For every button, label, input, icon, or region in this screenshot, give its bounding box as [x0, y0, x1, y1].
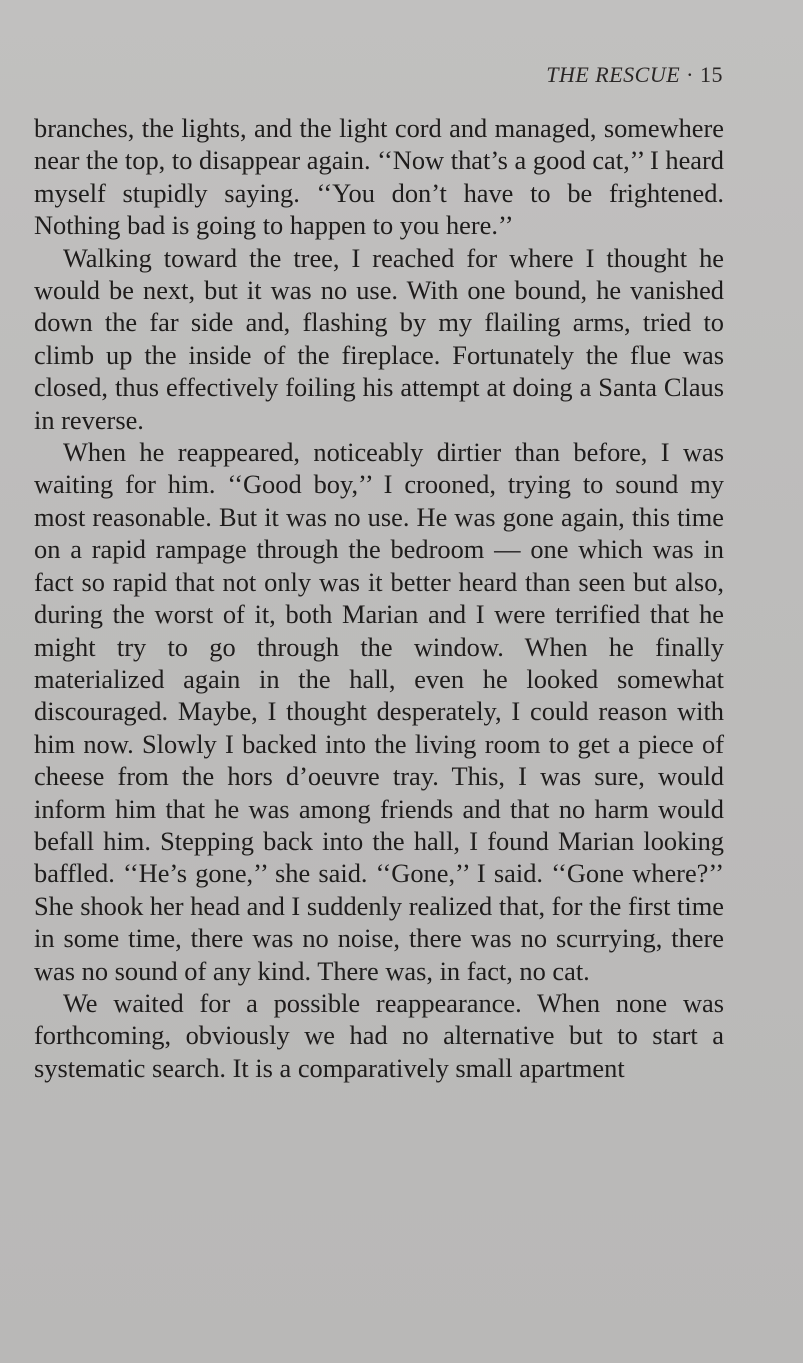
running-head	[546, 62, 723, 88]
paragraph-continued: branches, the lights, and the light cord and managed, somewhere near the top, to disappear again. ‘‘Now that’s a good cat,’’ I heard myself stupidly saying. ‘‘You don’t have to be frightened. Nothing bad is going to happen to you here.’’	[34, 113, 724, 241]
paragraph: When he reappeared, noticeably dirtier than before, I was waiting for him. ‘‘Good boy,’’ I crooned, trying to sound my most reasonable. But it was no use. He was gone again, this time on a rapid rampage through the bedroom — one which was in fact so rapid that not only was it better heard than seen but also, during the worst of it, both Marian and I were terrified that he might try to go through the window. When he finally materialized again in the hall, even he looked somewhat discouraged. Maybe, I thought desperately, I could reason with him now. Slowly I backed into the living room to get a piece of cheese from the hors d’oeuvre tray. This, I was sure, would inform him that he was among friends and that no harm would befall him. Stepping back into the hall, I found Marian looking baffled. ‘‘He’s gone,’’ she said. ‘‘Gone,’’ I said. ‘‘Gone where?’’ She shook her head and I suddenly realized that, for the first time in some time, there was no noise, there was no scurrying, there was no sound of any kind. There was, in fact, no cat.	[34, 437, 724, 986]
header-separator: ·	[686, 62, 694, 87]
paragraph: We waited for a possible reappearance. When none was forthcoming, obviously we had no alternative but to start a systematic search. It is a comparatively small apartment	[34, 987, 724, 1083]
page-number: 15	[700, 62, 723, 87]
running-title: THE RESCUE	[546, 62, 681, 87]
paragraph: Walking toward the tree, I reached for where I thought he would be next, but it was no use. With one bound, he vanished down the far side and, flashing by my flailing arms, tried to climb up the inside of the fireplace. Fortunately the flue was closed, thus effectively foiling his attempt at doing a Santa Claus in reverse.	[34, 242, 724, 435]
body-text	[34, 112, 724, 1084]
